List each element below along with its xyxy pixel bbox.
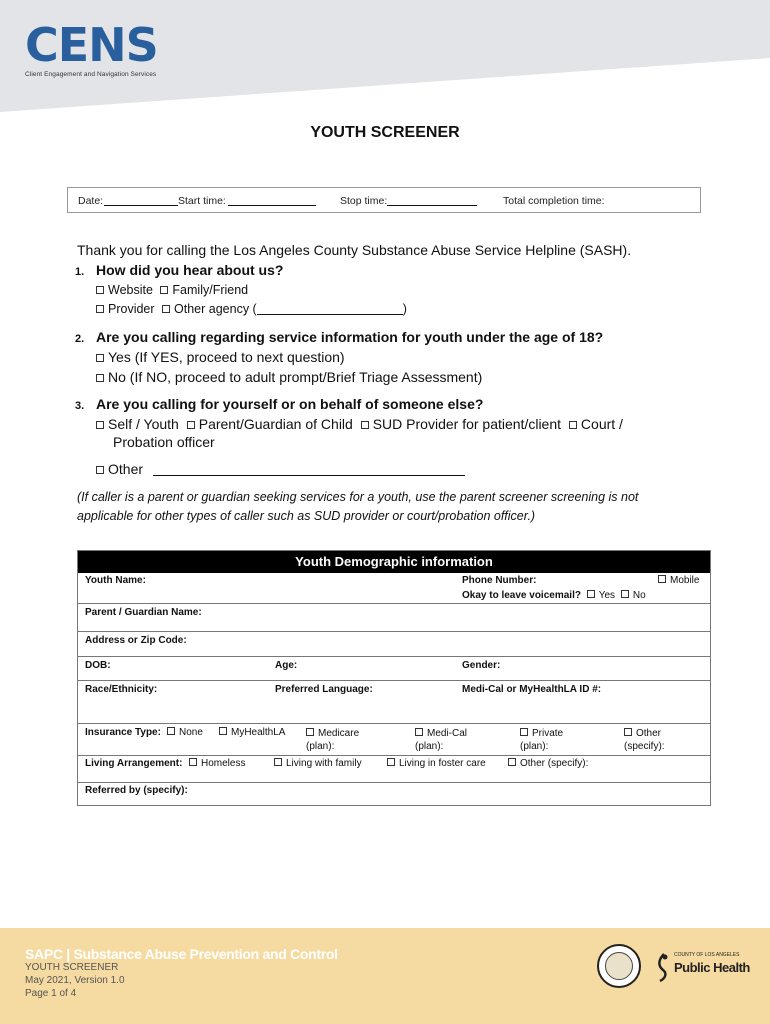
website-label: Website (108, 283, 153, 297)
self-youth-label: Self / Youth (108, 416, 179, 432)
q2-no-option (96, 369, 482, 385)
q3-other-option (96, 461, 465, 477)
stop-time-label: Stop time: (340, 195, 388, 207)
date-label: Date: (78, 195, 104, 207)
provider-checkbox[interactable] (96, 305, 104, 313)
liv-homeless-option (189, 758, 245, 769)
q2-number: 2. (75, 333, 85, 345)
ins-medical-checkbox[interactable] (415, 728, 423, 736)
ins-private-checkbox[interactable] (520, 728, 528, 736)
q3-text: Are you calling for yourself or on behalf of someone else? (96, 396, 484, 412)
living-label: Living Arrangement: (85, 758, 183, 769)
date-field[interactable] (104, 193, 178, 206)
ins-myhealth-option (219, 727, 285, 738)
q1-text: How did you hear about us? (96, 262, 284, 278)
q3-number: 3. (75, 400, 85, 412)
q1-options-row2 (96, 302, 407, 316)
sapc-title: SAPC | Substance Abuse Prevention and Control (25, 946, 338, 962)
row-address (78, 631, 710, 656)
close-paren: ) (402, 302, 407, 316)
stop-time-field[interactable] (387, 193, 477, 206)
row-referred (78, 782, 710, 806)
youth-name-label[interactable]: Youth Name: (85, 575, 146, 586)
ins-private-plan: (plan): (520, 741, 549, 752)
logo-tagline: Client Engagement and Navigation Services (25, 71, 157, 78)
sud-provider-checkbox[interactable] (361, 421, 369, 429)
q2-yes-option (96, 349, 345, 365)
ins-myhealth-label: MyHealthLA (231, 727, 286, 738)
liv-foster-label: Living in foster care (399, 758, 486, 769)
page-title: YOUTH SCREENER (310, 124, 460, 141)
start-time-label: Start time: (178, 195, 226, 207)
parent-guardian-label: Parent/Guardian of Child (198, 416, 353, 432)
footer-version: May 2021, Version 1.0 (25, 975, 125, 986)
court-checkbox[interactable] (569, 421, 577, 429)
court-label: Court / (580, 416, 623, 432)
footer-doc-name: YOUTH SCREENER (25, 962, 119, 973)
ins-other-option (624, 727, 665, 753)
address-label[interactable]: Address or Zip Code: (85, 635, 187, 646)
time-tracking-box (67, 187, 701, 213)
ins-none-checkbox[interactable] (167, 727, 175, 735)
liv-homeless-checkbox[interactable] (189, 758, 197, 766)
website-checkbox[interactable] (96, 286, 104, 294)
cens-logo (25, 18, 158, 78)
ins-medicare-option (306, 727, 359, 753)
ins-medical-option (415, 727, 467, 753)
q3-other-label: Other (108, 461, 144, 477)
race-label[interactable]: Race/Ethnicity: (85, 684, 158, 695)
liv-foster-option (387, 758, 486, 769)
ins-private-label: Private (532, 728, 564, 739)
row-youth-name (78, 573, 710, 603)
liv-family-option (274, 758, 362, 769)
total-time-label: Total completion time: (503, 195, 605, 207)
ph-name-text: Public Health (674, 960, 750, 975)
youth-demographic-table (77, 550, 711, 806)
q1-options-row1 (96, 283, 248, 297)
liv-family-checkbox[interactable] (274, 758, 282, 766)
caller-note: (If caller is a parent or guardian seeking services for a youth, use the parent screener screening is not applicable for other types of caller such as SUD provider or court/probation officer.) (77, 490, 639, 523)
start-time-field[interactable] (228, 193, 316, 206)
medical-id-label[interactable]: Medi-Cal or MyHealthLA ID #: (462, 684, 602, 695)
logo-name: CENS (25, 18, 158, 72)
q2-no-label: No (If NO, proceed to adult prompt/Brief Triage Assessment) (108, 369, 483, 385)
footer-page: Page 1 of 4 (25, 988, 77, 999)
mobile-checkbox[interactable] (658, 575, 666, 583)
ins-other-checkbox[interactable] (624, 728, 632, 736)
liv-family-label: Living with family (286, 758, 362, 769)
row-dob (78, 656, 710, 680)
liv-other-checkbox[interactable] (508, 758, 516, 766)
ins-medicare-plan: (plan): (306, 741, 335, 752)
q2-yes-checkbox[interactable] (96, 354, 104, 362)
liv-other-label: Other (specify): (520, 758, 589, 769)
voicemail-row (462, 590, 646, 601)
ins-none-option (167, 727, 203, 738)
language-label[interactable]: Preferred Language: (275, 684, 373, 695)
voicemail-yes-label: Yes (598, 590, 616, 601)
self-youth-checkbox[interactable] (96, 421, 104, 429)
row-insurance (78, 723, 710, 755)
ins-medicare-checkbox[interactable] (306, 728, 314, 736)
insurance-label: Insurance Type: (85, 727, 161, 738)
ins-medical-plan: (plan): (415, 741, 444, 752)
other-agency-label: Other agency ( (174, 302, 257, 316)
liv-foster-checkbox[interactable] (387, 758, 395, 766)
q3-options-row1 (96, 416, 623, 432)
liv-other-option (508, 758, 588, 769)
county-seal-icon (597, 944, 641, 988)
referred-label[interactable]: Referred by (specify): (85, 785, 188, 796)
provider-label: Provider (108, 302, 155, 316)
mobile-label: Mobile (670, 575, 700, 586)
demographic-heading: Youth Demographic information (78, 551, 710, 573)
voicemail-yes-checkbox[interactable] (587, 590, 595, 598)
q1-number: 1. (75, 266, 85, 278)
public-health-icon (654, 952, 670, 982)
phone-label[interactable]: Phone Number: (462, 575, 537, 586)
seal-emblem (605, 952, 633, 980)
q3-other-field[interactable] (153, 463, 465, 476)
ins-private-option (520, 727, 563, 753)
ins-none-label: None (179, 727, 203, 738)
row-race (78, 680, 710, 723)
ins-medicare-label: Medicare (318, 728, 360, 739)
liv-homeless-label: Homeless (201, 758, 246, 769)
row-living (78, 755, 710, 782)
ins-myhealth-checkbox[interactable] (219, 727, 227, 735)
family-label: Family/Friend (172, 283, 249, 297)
mobile-option (658, 575, 699, 586)
q2-no-checkbox[interactable] (96, 374, 104, 382)
ins-medical-label: Medi-Cal (427, 728, 468, 739)
probation-label: Probation officer (113, 434, 215, 450)
parent-guardian-checkbox[interactable] (187, 421, 195, 429)
row-guardian (78, 603, 710, 631)
guardian-label[interactable]: Parent / Guardian Name: (85, 607, 202, 618)
ins-other-spec: (specify): (624, 741, 665, 752)
other-agency-field[interactable] (257, 302, 403, 315)
q3-other-checkbox[interactable] (96, 466, 104, 474)
voicemail-no-label: No (632, 590, 646, 601)
sud-provider-label: SUD Provider for patient/client (372, 416, 562, 432)
voicemail-label: Okay to leave voicemail? (462, 590, 581, 601)
ph-county-text: COUNTY OF LOS ANGELES (674, 952, 740, 958)
q2-text: Are you calling regarding service information for youth under the age of 18? (96, 329, 604, 345)
other-agency-checkbox[interactable] (162, 305, 170, 313)
intro-text: Thank you for calling the Los Angeles County Substance Abuse Service Helpline (SASH). (77, 242, 632, 258)
voicemail-no-checkbox[interactable] (621, 590, 629, 598)
age-label[interactable]: Age: (275, 660, 298, 671)
dob-label[interactable]: DOB: (85, 660, 111, 671)
gender-label[interactable]: Gender: (462, 660, 501, 671)
family-checkbox[interactable] (160, 286, 168, 294)
ins-other-label: Other (636, 728, 662, 739)
q2-yes-label: Yes (If YES, proceed to next question) (108, 349, 345, 365)
